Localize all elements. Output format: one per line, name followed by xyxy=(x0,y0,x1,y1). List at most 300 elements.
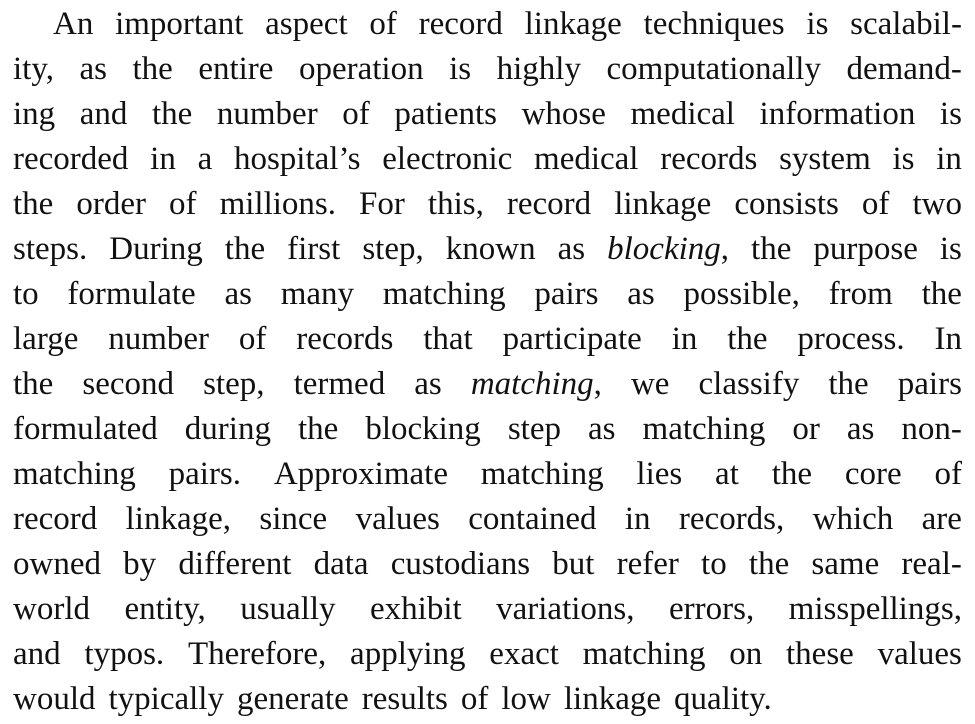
word xyxy=(846,47,961,92)
word-text: to xyxy=(701,546,727,582)
word-text: and xyxy=(79,96,128,132)
word xyxy=(534,272,598,317)
word xyxy=(13,452,136,497)
word-text: step, xyxy=(203,366,265,402)
word xyxy=(631,92,735,137)
word xyxy=(701,542,727,587)
word-text: are xyxy=(921,501,962,537)
word-text: participate xyxy=(502,321,642,357)
word xyxy=(446,227,536,272)
word xyxy=(901,542,961,587)
word-text: misspellings, xyxy=(788,591,962,627)
word-text: in xyxy=(671,321,698,357)
word xyxy=(878,632,962,677)
word xyxy=(13,272,39,317)
word xyxy=(314,542,369,587)
word xyxy=(471,362,602,407)
word xyxy=(892,137,914,182)
word-text: as xyxy=(557,231,586,267)
word xyxy=(625,497,651,542)
word xyxy=(237,677,349,722)
word-text: matching xyxy=(582,636,706,672)
word-text: the xyxy=(748,546,790,582)
word xyxy=(414,362,442,407)
word-text: highly xyxy=(496,51,581,87)
word xyxy=(265,2,347,47)
word-text: electronic xyxy=(382,141,513,177)
word-text: step xyxy=(507,411,561,447)
word-text: real- xyxy=(901,546,962,582)
word-text: millions. xyxy=(219,186,336,222)
word xyxy=(124,587,205,632)
word-text: we xyxy=(630,366,670,402)
text-line xyxy=(13,317,962,362)
word xyxy=(152,92,192,137)
word-text: ity, xyxy=(13,51,54,87)
word-text: world xyxy=(13,591,90,627)
word-text: to xyxy=(13,276,39,312)
word-text: of xyxy=(861,186,890,222)
word-text: the xyxy=(13,186,54,222)
word-text: linkage, xyxy=(125,501,232,537)
word xyxy=(53,2,93,47)
word-text: this, xyxy=(427,186,484,222)
text-line xyxy=(13,497,962,542)
word-text: is xyxy=(449,51,472,87)
word-text: matching xyxy=(382,276,506,312)
word-text: pairs xyxy=(534,276,599,312)
word-text: , xyxy=(720,231,730,267)
word-text: process. xyxy=(797,321,905,357)
word xyxy=(203,362,264,407)
word-text: records xyxy=(660,141,758,177)
word-text: variations, xyxy=(496,591,635,627)
word-text: values xyxy=(355,501,440,537)
word-text: linkage xyxy=(614,186,712,222)
word xyxy=(67,272,195,317)
word xyxy=(813,227,917,272)
word-text: would xyxy=(13,681,96,717)
word xyxy=(850,2,962,47)
word-text: of xyxy=(369,6,397,42)
word-text: exhibit xyxy=(370,591,462,627)
word xyxy=(126,497,231,542)
text-line xyxy=(13,407,962,452)
word-text: pairs. xyxy=(168,456,242,492)
word-text: in xyxy=(150,141,176,177)
word xyxy=(468,497,596,542)
word-text: as xyxy=(414,366,442,402)
word-text: is xyxy=(939,96,962,132)
body-paragraph xyxy=(13,0,962,722)
word xyxy=(365,407,480,452)
word-text: the xyxy=(13,366,54,402)
word-text: scalabil- xyxy=(850,6,962,42)
word-text: applying xyxy=(350,636,466,672)
word xyxy=(383,272,506,317)
word xyxy=(169,452,241,497)
word xyxy=(423,317,472,362)
word xyxy=(259,497,327,542)
word xyxy=(109,677,224,722)
word xyxy=(13,362,53,407)
word-text: purpose xyxy=(813,231,918,267)
word-text: is xyxy=(806,6,829,42)
word-text: records xyxy=(296,321,394,357)
text-line xyxy=(13,182,962,227)
word-text: as xyxy=(627,276,655,312)
word-text: medical xyxy=(630,96,735,132)
word-text: medical xyxy=(534,141,639,177)
word xyxy=(607,227,729,272)
word-text: that xyxy=(423,321,473,357)
word xyxy=(299,47,424,92)
word-text: linkage xyxy=(524,6,622,42)
word-text: computationally xyxy=(606,51,821,87)
word xyxy=(922,272,962,317)
word-text: lies xyxy=(636,456,683,492)
word-text: number xyxy=(108,321,210,357)
word-text: of xyxy=(342,96,370,132)
word-text: patients xyxy=(394,96,498,132)
word xyxy=(751,227,791,272)
word xyxy=(359,182,405,227)
word xyxy=(684,272,800,317)
word-text: In xyxy=(934,321,962,357)
word xyxy=(588,407,616,452)
word xyxy=(220,182,336,227)
text-line xyxy=(13,452,962,497)
word-text: Approximate xyxy=(273,456,448,492)
word-text: records, xyxy=(678,501,785,537)
word-text: linkage xyxy=(563,681,662,717)
word xyxy=(13,92,55,137)
text-line xyxy=(13,2,962,47)
word xyxy=(674,677,772,722)
word xyxy=(779,137,871,182)
word xyxy=(631,362,669,407)
word-text: the xyxy=(771,456,813,492)
text-line xyxy=(13,587,962,632)
word xyxy=(342,92,370,137)
word-text: since xyxy=(259,501,328,537)
word-text: by xyxy=(123,546,157,582)
word xyxy=(922,497,962,542)
emphasized-term: blocking xyxy=(607,231,721,267)
word xyxy=(845,452,902,497)
text-line xyxy=(13,272,962,317)
word xyxy=(643,407,766,452)
word-text: formulate xyxy=(67,276,196,312)
word-text: as xyxy=(79,51,107,87)
word xyxy=(679,497,784,542)
word-text: classify xyxy=(698,366,800,402)
word-text: the xyxy=(132,51,173,87)
word xyxy=(391,542,530,587)
word-text: known xyxy=(445,231,536,267)
word xyxy=(797,317,904,362)
word xyxy=(281,272,354,317)
word-text: entire xyxy=(198,51,274,87)
word-text: termed xyxy=(293,366,386,402)
word xyxy=(583,632,706,677)
word-text: the xyxy=(151,96,193,132)
word xyxy=(369,2,397,47)
word xyxy=(298,407,338,452)
word xyxy=(507,182,591,227)
word-text: same xyxy=(811,546,880,582)
word xyxy=(727,317,767,362)
word-text: the xyxy=(297,411,339,447)
word-text: many xyxy=(280,276,355,312)
word-text: formulated xyxy=(13,411,158,447)
word-text: as xyxy=(588,411,616,447)
word-text: order xyxy=(76,186,146,222)
word-text: system xyxy=(779,141,871,177)
word xyxy=(496,587,634,632)
word-text: owned xyxy=(13,546,101,582)
word xyxy=(734,182,839,227)
word xyxy=(296,317,393,362)
word-text: information xyxy=(759,96,916,132)
word-text: or xyxy=(792,411,820,447)
word-text: ing xyxy=(13,96,56,132)
word xyxy=(901,407,962,452)
word xyxy=(660,137,757,182)
word-text: in xyxy=(624,501,651,537)
word-text: contained xyxy=(468,501,597,537)
word-text: values xyxy=(877,636,962,672)
word-text: two xyxy=(912,186,962,222)
word xyxy=(109,227,203,272)
word xyxy=(370,587,462,632)
word xyxy=(934,452,962,497)
word-text: large xyxy=(13,321,79,357)
word-text: core xyxy=(844,456,902,492)
word-text: and xyxy=(13,636,61,672)
word-text: techniques xyxy=(643,6,785,42)
word xyxy=(178,542,291,587)
word-text: matching xyxy=(13,456,136,492)
word xyxy=(636,452,682,497)
word-text: as xyxy=(846,411,875,447)
word xyxy=(847,407,875,452)
word xyxy=(489,632,559,677)
emphasized-term: matching xyxy=(470,366,594,402)
word xyxy=(503,317,642,362)
word xyxy=(362,677,448,722)
word xyxy=(862,182,890,227)
word xyxy=(394,92,497,137)
word xyxy=(356,497,440,542)
word xyxy=(792,407,820,452)
word xyxy=(362,227,423,272)
word xyxy=(699,362,800,407)
word xyxy=(239,317,267,362)
word xyxy=(294,362,386,407)
text-line xyxy=(13,632,962,677)
word-text: the xyxy=(224,231,266,267)
word xyxy=(912,182,962,227)
word-text: errors, xyxy=(668,591,755,627)
text-line xyxy=(13,677,962,722)
word xyxy=(669,587,754,632)
word xyxy=(811,542,879,587)
word-text: recorded xyxy=(13,141,129,177)
word xyxy=(123,542,156,587)
word-text: quality. xyxy=(674,681,772,717)
word-text: , xyxy=(593,366,602,402)
word-text: is xyxy=(892,141,915,177)
word-text: generate xyxy=(236,681,349,717)
word xyxy=(481,452,604,497)
word xyxy=(508,407,561,452)
word-text: low xyxy=(501,681,551,717)
word xyxy=(13,542,101,587)
word-text: custodians xyxy=(390,546,531,582)
word-text: the xyxy=(751,231,792,267)
word-text: demand- xyxy=(846,51,962,87)
word xyxy=(13,407,158,452)
word-text: step, xyxy=(362,231,424,267)
word xyxy=(552,542,594,587)
word xyxy=(828,362,868,407)
word-text: blocking xyxy=(365,411,481,447)
word-text: results xyxy=(361,681,448,717)
word-text: operation xyxy=(298,51,424,87)
word xyxy=(115,2,243,47)
word-text: aspect xyxy=(265,6,348,42)
word-text: of xyxy=(238,321,267,357)
word xyxy=(13,182,53,227)
word-text: the xyxy=(921,276,962,312)
word-text: typos. xyxy=(84,636,165,672)
word-text: the xyxy=(727,321,768,357)
word xyxy=(13,137,128,182)
word xyxy=(627,272,655,317)
word-text: steps. xyxy=(13,231,88,267)
word-text: whose xyxy=(521,96,606,132)
word xyxy=(936,137,962,182)
word-text: of xyxy=(460,681,489,717)
word-text: consists xyxy=(734,186,839,222)
word xyxy=(558,227,586,272)
text-line xyxy=(13,227,962,272)
word xyxy=(240,587,335,632)
word xyxy=(13,317,78,362)
word xyxy=(449,47,471,92)
word-text: refer xyxy=(616,546,679,582)
word xyxy=(132,47,172,92)
word xyxy=(13,47,54,92)
word-text: is xyxy=(939,231,962,267)
word xyxy=(564,677,661,722)
word xyxy=(940,227,962,272)
word xyxy=(13,632,61,677)
word xyxy=(749,542,789,587)
word xyxy=(813,497,894,542)
word xyxy=(715,452,739,497)
word xyxy=(935,317,963,362)
word xyxy=(13,497,97,542)
word xyxy=(82,362,174,407)
word xyxy=(497,47,581,92)
word xyxy=(198,137,213,182)
word xyxy=(13,227,87,272)
word-text: record xyxy=(506,186,592,222)
word-text: different xyxy=(178,546,292,582)
word-text: second xyxy=(82,366,175,402)
word-text: entity, xyxy=(124,591,206,627)
word xyxy=(898,362,962,407)
word xyxy=(772,452,812,497)
word-text: first xyxy=(287,231,341,267)
word-text: as xyxy=(224,276,252,312)
word xyxy=(150,137,176,182)
word-text: important xyxy=(115,6,244,42)
word xyxy=(617,542,679,587)
word xyxy=(188,632,326,677)
text-line xyxy=(13,137,962,182)
word xyxy=(940,92,962,137)
word xyxy=(80,92,128,137)
word-text: which xyxy=(812,501,894,537)
word-text: possible, xyxy=(683,276,800,312)
word-text: hospital’s xyxy=(233,141,361,177)
word xyxy=(806,2,828,47)
text-line xyxy=(13,362,962,407)
word-text: exact xyxy=(489,636,559,672)
word xyxy=(224,272,252,317)
word xyxy=(789,587,962,632)
word-text: Therefore, xyxy=(187,636,327,672)
word xyxy=(534,137,638,182)
word xyxy=(501,677,551,722)
word-text: An xyxy=(53,6,94,42)
word xyxy=(607,47,821,92)
word xyxy=(108,317,209,362)
word xyxy=(287,227,340,272)
word-text: in xyxy=(936,141,962,177)
word xyxy=(760,92,916,137)
word-text: from xyxy=(828,276,893,312)
word xyxy=(13,677,96,722)
word-text: of xyxy=(934,456,962,492)
word xyxy=(522,92,606,137)
word-text: of xyxy=(169,186,197,222)
word xyxy=(419,2,503,47)
word xyxy=(428,182,484,227)
word-text: these xyxy=(786,636,854,672)
word xyxy=(614,182,711,227)
word xyxy=(729,632,762,677)
word-text: the xyxy=(828,366,869,402)
word xyxy=(525,2,622,47)
word xyxy=(198,47,273,92)
word-text: During xyxy=(109,231,203,267)
word-text: typically xyxy=(108,681,224,717)
word-text: matching xyxy=(642,411,766,447)
word xyxy=(79,47,107,92)
word-text: non- xyxy=(901,411,962,447)
word-text: but xyxy=(552,546,595,582)
word xyxy=(350,632,465,677)
word xyxy=(217,92,318,137)
word-text: during xyxy=(184,411,271,447)
word xyxy=(13,587,90,632)
word xyxy=(644,2,785,47)
word-text: usually xyxy=(240,591,336,627)
